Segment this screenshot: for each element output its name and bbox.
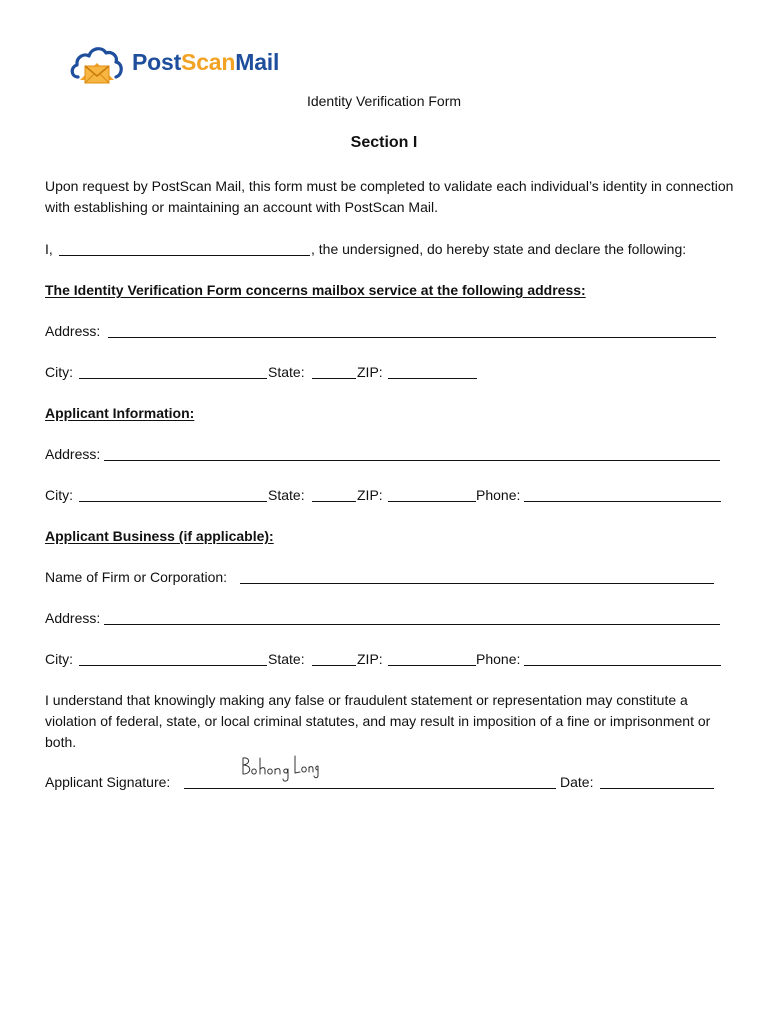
mailbox-city-field[interactable] bbox=[79, 378, 267, 379]
mailbox-zip-label: ZIP: bbox=[357, 364, 383, 380]
form-title: Identity Verification Form bbox=[306, 93, 462, 109]
applicant-city-field[interactable] bbox=[79, 501, 267, 502]
postscanmail-logo bbox=[68, 38, 279, 86]
business-phone-label: Phone: bbox=[476, 651, 521, 667]
business-city-label: City: bbox=[45, 651, 73, 667]
applicant-phone-label: Phone: bbox=[476, 487, 521, 503]
declaration-prefix: I, bbox=[45, 241, 53, 257]
section-title: Section I bbox=[350, 134, 418, 151]
intro-paragraph: Upon request by PostScan Mail, this form must be completed to validate each individual’s identity in connection with establishing or maintaining an account with PostScan Mail. bbox=[45, 178, 734, 215]
declarant-name-field[interactable] bbox=[59, 255, 310, 256]
applicant-phone-field[interactable] bbox=[524, 501, 721, 502]
business-address-label: Address: bbox=[45, 610, 101, 626]
applicant-city-label: City: bbox=[45, 487, 73, 503]
business-zip-field[interactable] bbox=[388, 665, 476, 666]
business-state-label: State: bbox=[268, 651, 305, 667]
handwritten-signature bbox=[240, 752, 320, 784]
signature-label: Applicant Signature: bbox=[45, 774, 171, 790]
mailbox-address-label: Address: bbox=[45, 323, 101, 339]
applicant-address-label: Address: bbox=[45, 446, 101, 462]
cloud-envelope-icon bbox=[68, 39, 126, 85]
business-phone-field[interactable] bbox=[524, 665, 721, 666]
business-firm-field[interactable] bbox=[240, 583, 714, 584]
applicant-state-label: State: bbox=[268, 487, 305, 503]
mailbox-section-heading: The Identity Verification Form concerns mailbox service at the following address: bbox=[45, 282, 586, 298]
mailbox-city-label: City: bbox=[45, 364, 73, 380]
business-city-field[interactable] bbox=[79, 665, 267, 666]
mailbox-zip-field[interactable] bbox=[388, 378, 477, 379]
applicant-zip-field[interactable] bbox=[388, 501, 476, 502]
applicant-address-field[interactable] bbox=[104, 460, 720, 461]
business-firm-label: Name of Firm or Corporation: bbox=[45, 569, 228, 585]
applicant-zip-label: ZIP: bbox=[357, 487, 383, 503]
mailbox-state-field[interactable] bbox=[312, 378, 356, 379]
logo-wordmark: PostScanMail bbox=[132, 48, 280, 75]
date-label: Date: bbox=[560, 774, 594, 790]
declaration-suffix: , the undersigned, do hereby state and declare the following: bbox=[311, 241, 687, 257]
business-section-heading: Applicant Business (if applicable): bbox=[45, 528, 274, 544]
disclaimer-paragraph: I understand that knowingly making any false or fraudulent statement or representation may constitute a violation of federal, state, or local criminal statutes, and may result in imposition of a fine or imprisonment or both. bbox=[45, 692, 711, 750]
date-field[interactable] bbox=[600, 788, 714, 789]
business-zip-label: ZIP: bbox=[357, 651, 383, 667]
business-address-field[interactable] bbox=[104, 624, 720, 625]
signature-field[interactable] bbox=[184, 788, 556, 789]
applicant-section-heading: Applicant Information: bbox=[45, 405, 195, 421]
mailbox-address-field[interactable] bbox=[108, 337, 716, 338]
business-state-field[interactable] bbox=[312, 665, 356, 666]
applicant-state-field[interactable] bbox=[312, 501, 356, 502]
mailbox-state-label: State: bbox=[268, 364, 305, 380]
